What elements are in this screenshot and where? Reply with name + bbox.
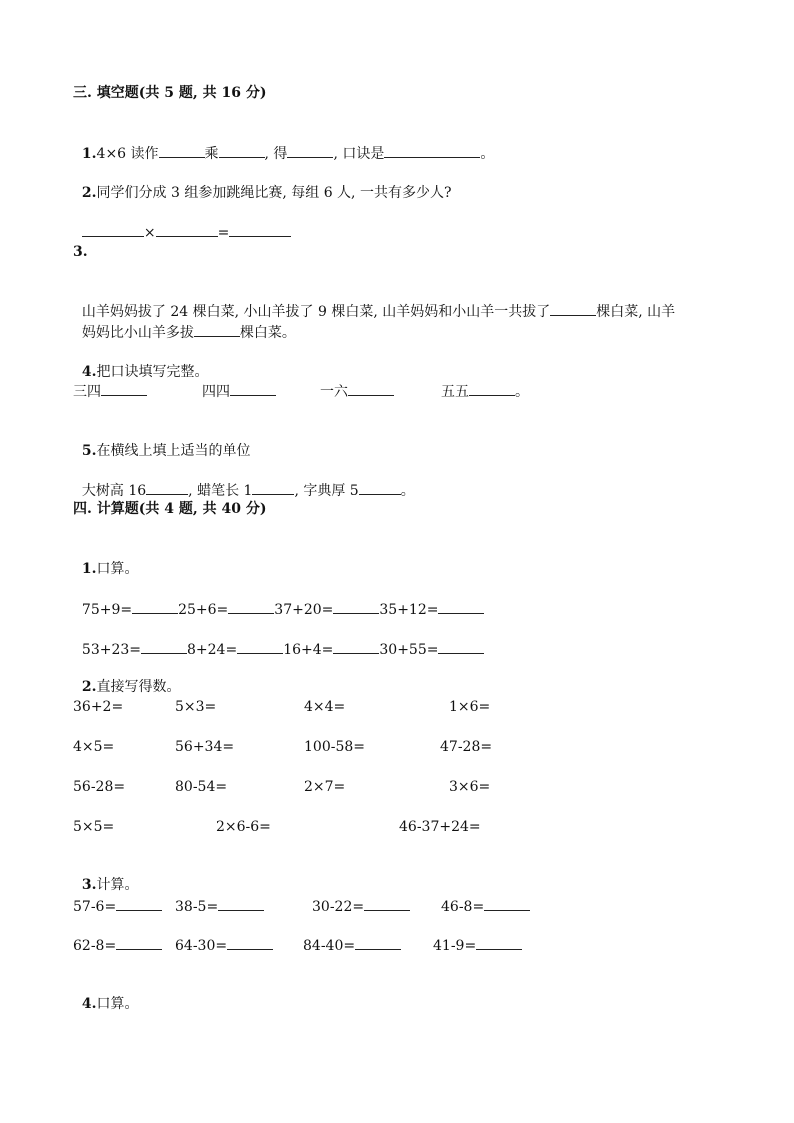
question-number: 4. (81, 364, 97, 380)
answer-blank[interactable] (333, 639, 379, 654)
question-text: 乘 (204, 146, 219, 162)
answer-blank[interactable] (438, 599, 484, 614)
question-text: , 得 (264, 146, 288, 162)
question-4-1 (73, 539, 139, 579)
answer-blank[interactable] (438, 639, 484, 654)
answer-blank[interactable] (141, 639, 187, 654)
calc-item: 30-22= (312, 896, 410, 917)
question-number: 1. (81, 561, 97, 577)
question-4-3 (73, 855, 139, 895)
direct-calc-item: 4×4= (304, 699, 346, 715)
question-number: 5. (81, 443, 97, 459)
answer-blank[interactable] (348, 381, 394, 396)
question-text: 把口诀填写完整。 (96, 364, 209, 380)
direct-calc-item: 56+34= (175, 739, 235, 755)
answer-blank[interactable] (132, 599, 178, 614)
calc-item: 46-8= (441, 896, 530, 917)
question-3-5 (73, 421, 251, 461)
question-text: 4×6 读作 (96, 146, 159, 162)
question-3-2 (73, 163, 451, 203)
answer-blank[interactable] (116, 935, 162, 950)
equals-sign: = (217, 225, 230, 241)
calc-item: 84-40= (303, 935, 401, 956)
question-3-3-number: 3. (73, 244, 88, 260)
direct-calc-item: 3×6= (449, 779, 491, 795)
direct-calc-item: 5×3= (175, 699, 217, 715)
question-4-4 (73, 974, 139, 1014)
answer-blank[interactable] (359, 480, 401, 495)
question-number: 3. (81, 877, 97, 893)
answer-blank[interactable] (227, 935, 273, 950)
direct-calc-item: 46-37+24= (399, 819, 481, 835)
question-text: 口算。 (96, 561, 139, 577)
question-3-4 (73, 342, 209, 382)
question-number: 1. (81, 146, 97, 162)
answer-blank[interactable] (146, 480, 188, 495)
question-3-1 (73, 123, 494, 164)
calc-item: 57-6= (73, 896, 162, 917)
rhyme-item: 三四 (73, 381, 147, 402)
question-3-5-blanks: 大树高 16 , 蜡笔长 1 , 字典厚 5 。 (73, 460, 415, 501)
question-text: , 口诀是 (333, 146, 385, 162)
calc-item: 41-9= (433, 935, 522, 956)
rhyme-item: 一六 (320, 381, 394, 402)
answer-blank[interactable] (384, 143, 480, 158)
question-text: 在横线上填上适当的单位 (96, 443, 251, 459)
oral-calc-row-2: 53+23= 8+24= 16+4= 30+55= (73, 619, 484, 660)
calc-item: 64-30= (175, 935, 273, 956)
answer-blank[interactable] (82, 222, 144, 237)
direct-calc-item: 56-28= (73, 779, 126, 795)
oral-calc-row-1: 75+9= 25+6= 37+20= 35+12= (73, 579, 484, 620)
answer-blank[interactable] (219, 143, 265, 158)
answer-blank[interactable] (237, 639, 283, 654)
question-text: 妈妈比小山羊多拔 (81, 325, 194, 341)
direct-calc-item: 4×5= (73, 739, 115, 755)
question-number: 2. (81, 679, 97, 695)
answer-blank[interactable] (287, 143, 333, 158)
calc-item: 38-5= (175, 896, 264, 917)
answer-blank[interactable] (333, 599, 379, 614)
answer-blank[interactable] (159, 143, 205, 158)
rhyme-item: 五五 。 (441, 381, 529, 402)
question-text: 口算。 (96, 996, 139, 1012)
question-number: 4. (81, 996, 97, 1012)
answer-blank[interactable] (194, 322, 240, 337)
question-3-3-line-2 (73, 302, 296, 343)
answer-blank[interactable] (229, 222, 291, 237)
answer-blank[interactable] (476, 935, 522, 950)
answer-blank[interactable] (252, 480, 294, 495)
answer-blank[interactable] (355, 935, 401, 950)
direct-calc-item: 2×7= (304, 779, 346, 795)
rhyme-item: 四四 (202, 381, 276, 402)
calc-item: 62-8= (73, 935, 162, 956)
answer-blank[interactable] (156, 222, 218, 237)
direct-calc-item: 100-58= (304, 739, 365, 755)
question-text: 。 (480, 146, 495, 162)
question-text: 计算。 (96, 877, 139, 893)
question-text: 棵白菜。 (239, 325, 296, 341)
answer-blank[interactable] (228, 599, 274, 614)
answer-blank[interactable] (101, 381, 147, 396)
answer-blank[interactable] (218, 896, 264, 911)
question-text: 山羊妈妈拔了 24 棵白菜, 小山羊拔了 9 棵白菜, 山羊妈妈和小山羊一共拔了 (81, 304, 551, 320)
question-text: 棵白菜, 山羊 (596, 304, 676, 320)
answer-blank[interactable] (364, 896, 410, 911)
section-4-title: 四. 计算题(共 4 题, 共 40 分) (73, 501, 267, 517)
section-3-title: 三. 填空题(共 5 题, 共 16 分) (73, 85, 267, 101)
question-text: 直接写得数。 (96, 679, 181, 695)
direct-calc-item: 5×5= (73, 819, 115, 835)
times-sign: × (143, 225, 156, 241)
answer-blank[interactable] (230, 381, 276, 396)
answer-blank[interactable] (550, 301, 596, 316)
answer-blank[interactable] (116, 896, 162, 911)
direct-calc-item: 1×6= (449, 699, 491, 715)
question-number: 2. (81, 185, 97, 201)
question-4-2 (73, 657, 181, 697)
question-text: 同学们分成 3 组参加跳绳比赛, 每组 6 人, 一共有多少人? (96, 185, 452, 201)
direct-calc-item: 2×6-6= (216, 819, 271, 835)
answer-blank[interactable] (469, 381, 515, 396)
direct-calc-item: 47-28= (440, 739, 493, 755)
direct-calc-item: 80-54= (175, 779, 228, 795)
direct-calc-item: 36+2= (73, 699, 124, 715)
question-3-2-equation (73, 202, 291, 243)
answer-blank[interactable] (484, 896, 530, 911)
